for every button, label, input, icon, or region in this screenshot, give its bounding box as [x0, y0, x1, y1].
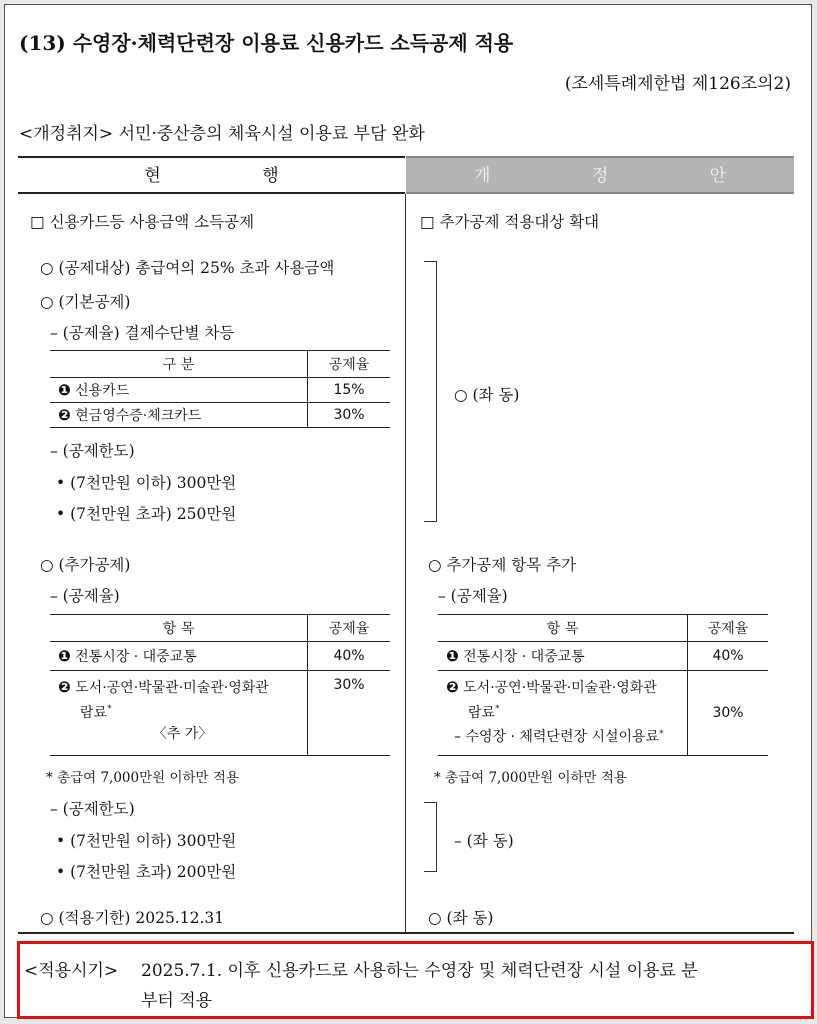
current-target: ○ (공제대상) 총급여의 25% 초과 사용금액: [40, 259, 335, 277]
current-basic: ○ (기본공제): [40, 293, 131, 311]
row-rate: 30%: [308, 403, 391, 428]
added-label: 〈추 가〉: [152, 725, 213, 742]
current-note: * 총급여 7,000만원 이하만 적용: [46, 770, 239, 786]
table-row: [50, 403, 390, 428]
proposed-note: * 총급여 7,000만원 이하만 적용: [434, 770, 627, 786]
proposed-same-2: – (좌 동): [454, 832, 514, 850]
row-rate: 40%: [308, 642, 391, 671]
number-1-icon: ❶: [58, 381, 71, 399]
number-2-icon: ❷: [58, 406, 71, 424]
comparison-table: [18, 156, 794, 932]
current-extra-limit-1: • (7천만원 이하) 300만원: [56, 832, 237, 850]
section-title: (13) 수영장·체력단련장 이용료 신용카드 소득공제 적용: [19, 31, 514, 55]
row-rate: 15%: [308, 378, 391, 403]
proposed-same-1: ○ (좌 동): [454, 386, 520, 404]
extra-table-header-item: 항 목: [438, 615, 688, 642]
table-row: [50, 642, 390, 671]
current-deadline: ○ (적용기한) 2025.12.31: [40, 909, 225, 927]
star-mark: *: [107, 704, 112, 714]
table-row: [50, 378, 390, 403]
apply-period-box: [17, 941, 814, 1019]
basic-table-header-rate: 공제율: [308, 351, 391, 378]
current-extra-rate-label: – (공제율): [50, 587, 120, 605]
star-mark: *: [659, 728, 664, 739]
row-label: 전통시장 · 대중교통: [75, 649, 197, 665]
number-2-icon: ❷: [58, 678, 71, 696]
current-extra-limit-2: • (7천만원 초과) 200만원: [56, 863, 237, 881]
row-rate: 30%: [308, 671, 391, 756]
row-label: 전통시장 · 대중교통: [463, 649, 585, 665]
table-row: [50, 671, 390, 756]
row-label-line1: 도서·공연·박물관·미술관·영화관: [75, 680, 269, 696]
row-label-line1: 도서·공연·박물관·미술관·영화관: [463, 680, 657, 696]
table-row: [438, 642, 768, 671]
apply-line-2: 부터 적용: [141, 991, 213, 1011]
current-limit-label: – (공제한도): [50, 442, 135, 460]
number-2-icon: ❷: [446, 678, 459, 696]
row-label-line2: 람료: [468, 704, 496, 721]
proposed-same-3: ○ (좌 동): [428, 909, 494, 927]
column-divider: [405, 194, 406, 932]
proposed-extra: ○ 추가공제 항목 추가: [428, 556, 577, 574]
bracket-same-2: [424, 802, 437, 872]
proposed-extra-rate-label: – (공제율): [438, 587, 508, 605]
number-1-icon: ❶: [58, 647, 71, 665]
law-reference: (조세특례제한법 제126조의2): [564, 74, 791, 94]
star-mark: *: [495, 704, 500, 714]
bracket-same-1: [424, 261, 437, 522]
number-1-icon: ❶: [446, 647, 459, 665]
current-extra: ○ (추가공제): [40, 556, 131, 574]
basic-rate-table: [50, 350, 390, 428]
header-proposed: 개 정 안: [406, 156, 794, 194]
added-label: – 수영장 · 체력단련장 시설이용료: [454, 729, 660, 746]
extra-table-header-rate: 공제율: [688, 615, 769, 642]
table-bottom-line: [18, 932, 794, 934]
apply-label: <적용시기>: [24, 961, 119, 981]
current-heading: □ 신용카드등 사용금액 소득공제: [30, 213, 255, 231]
purpose-statement: <개정취지> 서민·중산층의 체육시설 이용료 부담 완화: [19, 124, 425, 144]
table-row: [438, 671, 768, 756]
basic-table-header-item: 구 분: [50, 351, 308, 378]
extra-table-header-item: 항 목: [50, 615, 308, 642]
proposed-heading: □ 추가공제 적용대상 확대: [420, 213, 600, 231]
extra-rate-table-current: [50, 614, 390, 756]
current-limit-1: • (7천만원 이하) 300만원: [56, 474, 237, 492]
row-rate: 40%: [688, 642, 769, 671]
row-label-line2: 람료: [80, 704, 108, 721]
document-page: [4, 4, 812, 1018]
row-rate: 30%: [688, 671, 769, 756]
current-extra-limit-label: – (공제한도): [50, 800, 135, 818]
current-basic-rate-label: – (공제율) 결제수단별 차등: [50, 324, 235, 342]
current-limit-2: • (7천만원 초과) 250만원: [56, 505, 237, 523]
row-label: 신용카드: [75, 383, 130, 399]
extra-rate-table-proposed: [438, 614, 768, 756]
row-label: 현금영수증·체크카드: [75, 408, 202, 424]
extra-table-header-rate: 공제율: [308, 615, 391, 642]
header-current: 현 행: [18, 156, 405, 194]
apply-line-1: 2025.7.1. 이후 신용카드로 사용하는 수영장 및 체력단련장 시설 이용료 분: [141, 961, 698, 981]
